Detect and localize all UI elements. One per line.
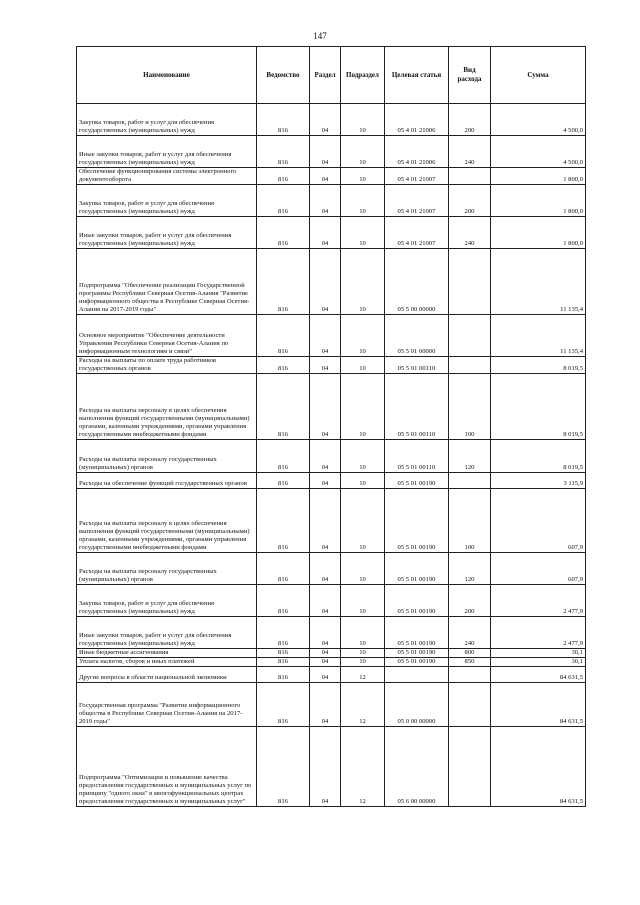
cell-amount: 4 500,0 (491, 104, 586, 136)
cell-section: 04 (310, 617, 341, 649)
cell-expense-type (449, 315, 491, 357)
cell-name: Другие вопросы в области национальной экономики (77, 667, 257, 683)
cell-name: Основное мероприятие "Обеспечение деятельности Управления Республики Северная Осетия-Алания по информационным технологиям и связи" (77, 315, 257, 357)
cell-section: 04 (310, 553, 341, 585)
cell-expense-type: 240 (449, 217, 491, 249)
cell-section: 04 (310, 649, 341, 658)
cell-target: 05 5 01 00190 (385, 553, 449, 585)
cell-dept: 816 (257, 667, 310, 683)
cell-target: 05 4 01 21007 (385, 217, 449, 249)
cell-amount: 4 500,0 (491, 136, 586, 168)
cell-subsection: 10 (341, 217, 385, 249)
cell-section: 04 (310, 667, 341, 683)
cell-section: 04 (310, 727, 341, 807)
cell-subsection: 10 (341, 249, 385, 315)
cell-amount: 11 135,4 (491, 249, 586, 315)
cell-dept: 816 (257, 727, 310, 807)
table-row (77, 658, 586, 667)
header-section: Раздел (310, 47, 341, 104)
cell-amount: 30,1 (491, 649, 586, 658)
cell-expense-type: 200 (449, 104, 491, 136)
cell-dept: 816 (257, 136, 310, 168)
cell-expense-type: 850 (449, 658, 491, 667)
cell-subsection: 12 (341, 727, 385, 807)
cell-name: Иные закупки товаров, работ и услуг для обеспечения государственных (муниципальных) нужд (77, 136, 257, 168)
cell-dept: 816 (257, 617, 310, 649)
cell-section: 04 (310, 489, 341, 553)
cell-amount: 8 019,5 (491, 374, 586, 440)
cell-expense-type: 240 (449, 617, 491, 649)
cell-section: 04 (310, 374, 341, 440)
cell-subsection: 10 (341, 617, 385, 649)
cell-target: 05 4 01 21007 (385, 185, 449, 217)
table-row (77, 683, 586, 727)
cell-dept: 816 (257, 249, 310, 315)
cell-expense-type: 100 (449, 374, 491, 440)
header-subsection: Подраздел (341, 47, 385, 104)
cell-target: 05 5 00 00000 (385, 249, 449, 315)
table-row (77, 217, 586, 249)
cell-section: 04 (310, 357, 341, 374)
cell-dept: 816 (257, 473, 310, 489)
cell-expense-type (449, 727, 491, 807)
cell-section: 04 (310, 136, 341, 168)
cell-amount: 11 135,4 (491, 315, 586, 357)
cell-dept: 816 (257, 489, 310, 553)
cell-dept: 816 (257, 553, 310, 585)
cell-name: Расходы на выплаты персоналу государственных (муниципальных) органов (77, 440, 257, 473)
cell-section: 04 (310, 249, 341, 315)
cell-expense-type: 100 (449, 489, 491, 553)
table-row (77, 473, 586, 489)
cell-dept: 816 (257, 374, 310, 440)
table-row (77, 315, 586, 357)
cell-amount: 1 800,0 (491, 217, 586, 249)
cell-expense-type: 120 (449, 440, 491, 473)
cell-subsection: 10 (341, 440, 385, 473)
cell-subsection: 10 (341, 315, 385, 357)
cell-expense-type (449, 357, 491, 374)
cell-amount: 2 477,9 (491, 617, 586, 649)
cell-subsection: 10 (341, 649, 385, 658)
cell-subsection: 10 (341, 553, 385, 585)
cell-amount: 84 631,5 (491, 727, 586, 807)
cell-subsection: 10 (341, 357, 385, 374)
cell-name: Уплата налогов, сборов и иных платежей (77, 658, 257, 667)
cell-dept: 816 (257, 104, 310, 136)
cell-section: 04 (310, 217, 341, 249)
table-row (77, 489, 586, 553)
cell-subsection: 10 (341, 185, 385, 217)
header-amount: Сумма (491, 47, 586, 104)
cell-name: Иные бюджетные ассигнования (77, 649, 257, 658)
cell-amount: 8 019,5 (491, 440, 586, 473)
table-row (77, 667, 586, 683)
cell-name: Закупка товаров, работ и услуг для обеспечения государственных (муниципальных) нужд (77, 585, 257, 617)
table-row (77, 136, 586, 168)
table-header-row (77, 47, 586, 104)
header-target: Целевая статья (385, 47, 449, 104)
table-row (77, 168, 586, 185)
table-row (77, 185, 586, 217)
cell-amount: 8 019,5 (491, 357, 586, 374)
cell-target: 05 4 01 21006 (385, 104, 449, 136)
cell-target: 05 5 01 00110 (385, 440, 449, 473)
page-number: 147 (313, 31, 327, 41)
cell-target: 05 6 00 00000 (385, 727, 449, 807)
cell-expense-type (449, 168, 491, 185)
budget-table (76, 46, 586, 807)
cell-name: Расходы на выплаты по оплате труда работников государственных органов (77, 357, 257, 374)
cell-target: 05 4 01 21006 (385, 136, 449, 168)
cell-name: Иные закупки товаров, работ и услуг для обеспечения государственных (муниципальных) нужд (77, 217, 257, 249)
cell-name: Подпрограмма "Обеспечение реализации Государственной программы Республики Северная Осетия-Алания "Развитие информационного общества в Республике Северная Осетия-Алания на 2017-2019 годы" (77, 249, 257, 315)
cell-subsection: 10 (341, 374, 385, 440)
cell-target: 05 5 01 00190 (385, 585, 449, 617)
cell-amount: 84 631,5 (491, 683, 586, 727)
cell-amount: 84 631,5 (491, 667, 586, 683)
table-row (77, 617, 586, 649)
cell-dept: 816 (257, 168, 310, 185)
cell-expense-type: 120 (449, 553, 491, 585)
cell-subsection: 10 (341, 473, 385, 489)
cell-name: Расходы на выплаты персоналу в целях обеспечения выполнения функций государственными (муниципальными) органами, казенными учреждениями, органами управления государственными внебюджетными фондами (77, 489, 257, 553)
cell-target: 05 5 01 00190 (385, 617, 449, 649)
cell-target: 05 5 01 00190 (385, 473, 449, 489)
table-row (77, 585, 586, 617)
cell-subsection: 10 (341, 104, 385, 136)
cell-amount: 1 800,0 (491, 185, 586, 217)
cell-name: Расходы на выплаты персоналу государственных (муниципальных) органов (77, 553, 257, 585)
table-body (77, 104, 586, 807)
cell-target: 05 5 01 00110 (385, 357, 449, 374)
cell-target: 05 5 01 00000 (385, 315, 449, 357)
cell-name: Расходы на выплаты персоналу в целях обеспечения выполнения функций государственными (муниципальными) органами, казенными учреждениями, органами управления государственными внебюджетными фондами (77, 374, 257, 440)
cell-section: 04 (310, 658, 341, 667)
table-row (77, 249, 586, 315)
cell-expense-type: 200 (449, 185, 491, 217)
header-name: Наименование (77, 47, 257, 104)
cell-name: Подпрограмма "Оптимизация и повышение качества предоставления государственных и муниципальных услуг по принципу "одного окна" в многофункциональных центрах предоставления государственных и муниципальных услуг" (77, 727, 257, 807)
header-expense-type: Вид расхода (449, 47, 491, 104)
cell-subsection: 10 (341, 585, 385, 617)
cell-name: Обеспечение функционирования системы электронного документооборота (77, 168, 257, 185)
cell-section: 04 (310, 585, 341, 617)
table-row (77, 440, 586, 473)
table-row (77, 649, 586, 658)
cell-target (385, 667, 449, 683)
cell-amount: 607,9 (491, 489, 586, 553)
cell-target: 05 0 00 00000 (385, 683, 449, 727)
cell-dept: 816 (257, 357, 310, 374)
cell-section: 04 (310, 473, 341, 489)
cell-amount: 30,1 (491, 658, 586, 667)
cell-expense-type (449, 473, 491, 489)
cell-dept: 816 (257, 440, 310, 473)
cell-name: Закупка товаров, работ и услуг для обеспечения государственных (муниципальных) нужд (77, 185, 257, 217)
table-row (77, 104, 586, 136)
cell-expense-type (449, 683, 491, 727)
cell-target: 05 4 01 21007 (385, 168, 449, 185)
cell-subsection: 10 (341, 658, 385, 667)
cell-name: Государственная программа "Развитие информационного общества в Республике Северная Осетия-Алания на 2017-2019 годы" (77, 683, 257, 727)
cell-amount: 2 477,9 (491, 585, 586, 617)
table-row (77, 357, 586, 374)
table-row (77, 727, 586, 807)
cell-name: Закупка товаров, работ и услуг для обеспечения государственных (муниципальных) нужд (77, 104, 257, 136)
cell-dept: 816 (257, 315, 310, 357)
header-dept: Ведомство (257, 47, 310, 104)
cell-section: 04 (310, 315, 341, 357)
cell-expense-type: 200 (449, 585, 491, 617)
cell-target: 05 5 01 00190 (385, 658, 449, 667)
cell-subsection: 12 (341, 683, 385, 727)
cell-expense-type: 240 (449, 136, 491, 168)
cell-expense-type: 800 (449, 649, 491, 658)
cell-section: 04 (310, 168, 341, 185)
cell-target: 05 5 01 00190 (385, 649, 449, 658)
cell-amount: 607,9 (491, 553, 586, 585)
cell-dept: 816 (257, 217, 310, 249)
cell-name: Расходы на обеспечение функций государственных органов (77, 473, 257, 489)
cell-subsection: 12 (341, 667, 385, 683)
cell-expense-type (449, 667, 491, 683)
cell-section: 04 (310, 683, 341, 727)
cell-amount: 1 800,0 (491, 168, 586, 185)
cell-subsection: 10 (341, 489, 385, 553)
cell-subsection: 10 (341, 168, 385, 185)
table-row (77, 553, 586, 585)
cell-dept: 816 (257, 185, 310, 217)
cell-dept: 816 (257, 649, 310, 658)
cell-amount: 3 115,9 (491, 473, 586, 489)
cell-name: Иные закупки товаров, работ и услуг для обеспечения государственных (муниципальных) нужд (77, 617, 257, 649)
cell-subsection: 10 (341, 136, 385, 168)
cell-target: 05 5 01 00110 (385, 374, 449, 440)
cell-dept: 816 (257, 585, 310, 617)
cell-dept: 816 (257, 683, 310, 727)
cell-expense-type (449, 249, 491, 315)
cell-section: 04 (310, 185, 341, 217)
cell-target: 05 5 01 00190 (385, 489, 449, 553)
table-row (77, 374, 586, 440)
cell-section: 04 (310, 104, 341, 136)
cell-section: 04 (310, 440, 341, 473)
cell-dept: 816 (257, 658, 310, 667)
